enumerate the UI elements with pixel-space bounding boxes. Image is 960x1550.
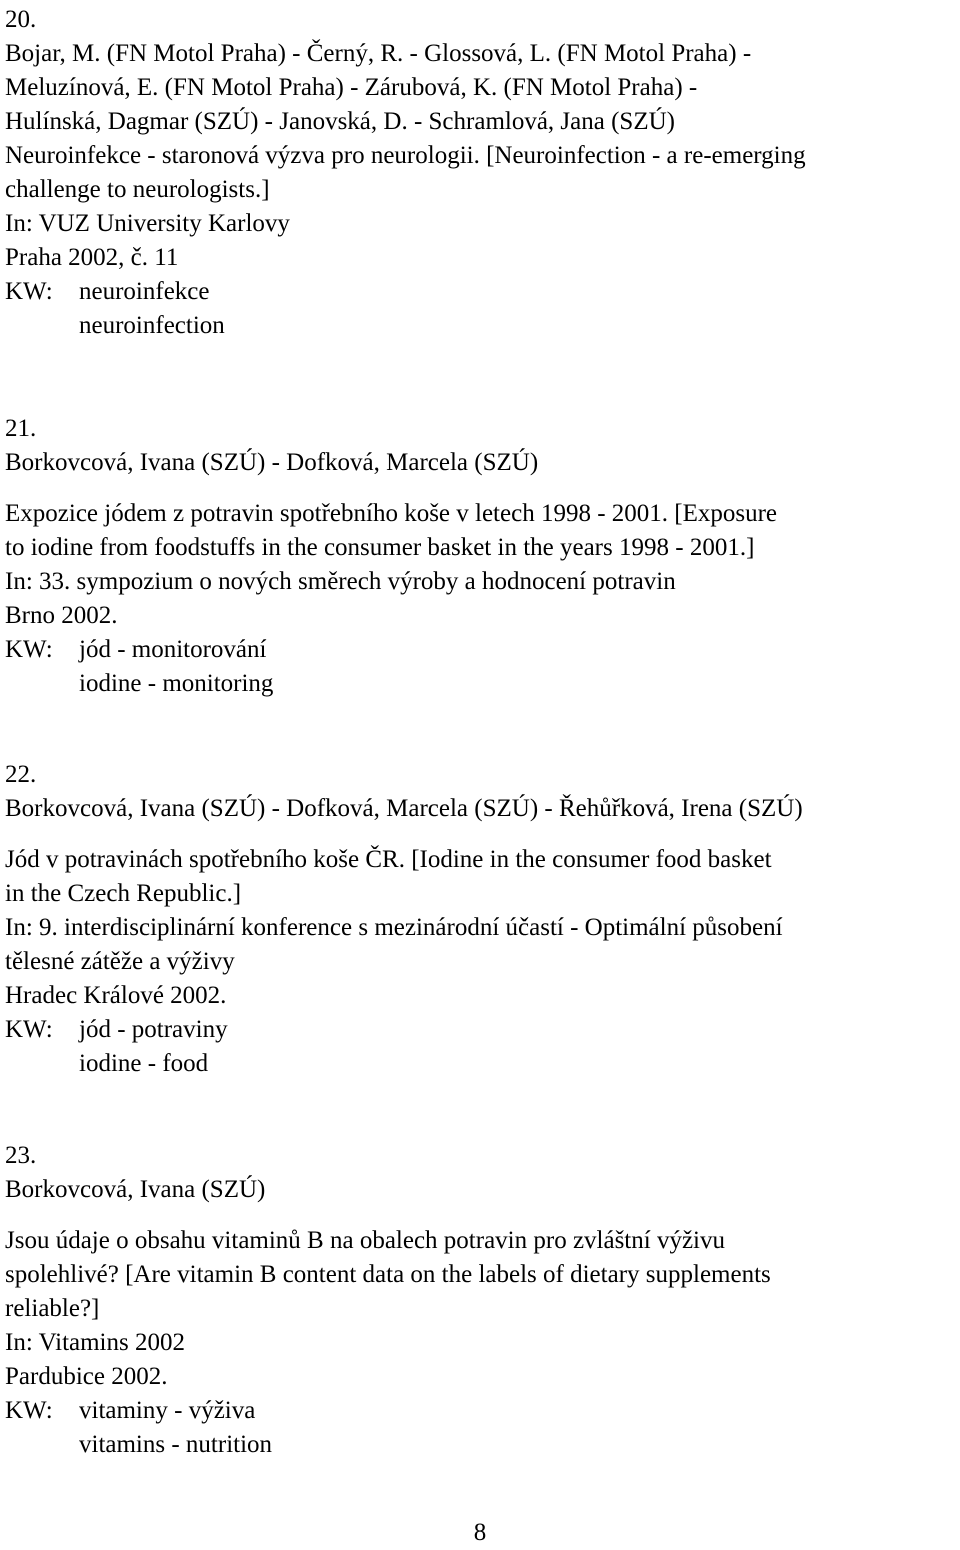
- keyword: jód - potraviny: [79, 1016, 228, 1043]
- entry-keywords: [5, 633, 955, 667]
- entry-authors-line: Borkovcová, Ivana (SZÚ) - Dofková, Marcela (SZÚ) - Řehůřková, Irena (SZÚ): [5, 795, 803, 822]
- entry-title-line: Neuroinfekce - staronová výzva pro neurologii. [Neuroinfection - a re-emerging: [5, 142, 806, 169]
- entry-number: 20.: [5, 6, 37, 33]
- keyword: iodine - monitoring: [79, 670, 274, 697]
- entry-source-line: In: 9. interdisciplinární konference s mezinárodní účastí - Optimální působení: [5, 914, 783, 941]
- entry-title-line: spolehlivé? [Are vitamin B content data on the labels of dietary supplements: [5, 1261, 771, 1288]
- entry-authors-line: Bojar, M. (FN Motol Praha) - Černý, R. - Glossová, L. (FN Motol Praha) -: [5, 40, 752, 67]
- entry-number: 22.: [5, 761, 37, 788]
- entry-keywords: [5, 1013, 955, 1047]
- keyword: jód - monitorování: [79, 636, 267, 663]
- entry-source-line: Brno 2002.: [5, 602, 118, 629]
- bibliography-entry: [5, 758, 955, 1081]
- entry-title-line: in the Czech Republic.]: [5, 880, 242, 907]
- entry-keywords: [5, 667, 955, 701]
- bibliography-entry: [5, 1139, 955, 1462]
- keywords-label: KW:: [5, 1016, 53, 1043]
- entry-source-line: Hradec Králové 2002.: [5, 982, 227, 1009]
- keyword: neuroinfekce: [79, 278, 210, 305]
- keywords-label: KW:: [5, 278, 53, 305]
- entry-source-line: In: VUZ University Karlovy: [5, 210, 290, 237]
- page-number: 8: [473, 1519, 487, 1546]
- entry-title-line: reliable?]: [5, 1295, 100, 1322]
- entry-keywords: [5, 275, 955, 309]
- entry-authors-line: Borkovcová, Ivana (SZÚ) - Dofková, Marcela (SZÚ): [5, 449, 539, 476]
- keywords-label: KW:: [5, 636, 53, 663]
- entry-number: 23.: [5, 1142, 37, 1169]
- entry-number: 21.: [5, 415, 37, 442]
- bibliography-entry: [5, 412, 955, 701]
- entry-keywords: [5, 1394, 955, 1428]
- keyword: neuroinfection: [79, 312, 225, 339]
- entry-title-line: Jsou údaje o obsahu vitaminů B na obalech potravin pro zvláštní výživu: [5, 1227, 725, 1254]
- entry-source-line: In: 33. sympozium o nových směrech výroby a hodnocení potravin: [5, 568, 676, 595]
- entry-authors-line: Borkovcová, Ivana (SZÚ): [5, 1176, 266, 1203]
- keyword: vitamins - nutrition: [79, 1431, 273, 1458]
- entry-keywords: [5, 1428, 955, 1462]
- entry-title-line: to iodine from foodstuffs in the consumer basket in the years 1998 - 2001.]: [5, 534, 755, 561]
- entry-keywords: [5, 1047, 955, 1081]
- entry-authors-line: Meluzínová, E. (FN Motol Praha) - Zárubová, K. (FN Motol Praha) -: [5, 74, 698, 101]
- entry-source-line: tělesné zátěže a výživy: [5, 948, 235, 975]
- entry-title-line: Expozice jódem z potravin spotřebního koše v letech 1998 - 2001. [Exposure: [5, 500, 778, 527]
- keywords-label: KW:: [5, 1397, 53, 1424]
- entry-keywords: [5, 309, 955, 343]
- entry-title-line: challenge to neurologists.]: [5, 176, 270, 203]
- bibliography-entry: [5, 3, 955, 343]
- entry-authors-line: Hulínská, Dagmar (SZÚ) - Janovská, D. - Schramlová, Jana (SZÚ): [5, 108, 675, 135]
- keyword: iodine - food: [79, 1050, 209, 1077]
- entry-source-line: Praha 2002, č. 11: [5, 244, 179, 271]
- entry-title-line: Jód v potravinách spotřebního koše ČR. [Iodine in the consumer food basket: [5, 846, 772, 873]
- entry-source-line: Pardubice 2002.: [5, 1363, 168, 1390]
- entry-source-line: In: Vitamins 2002: [5, 1329, 185, 1356]
- keyword: vitaminy - výživa: [79, 1397, 256, 1424]
